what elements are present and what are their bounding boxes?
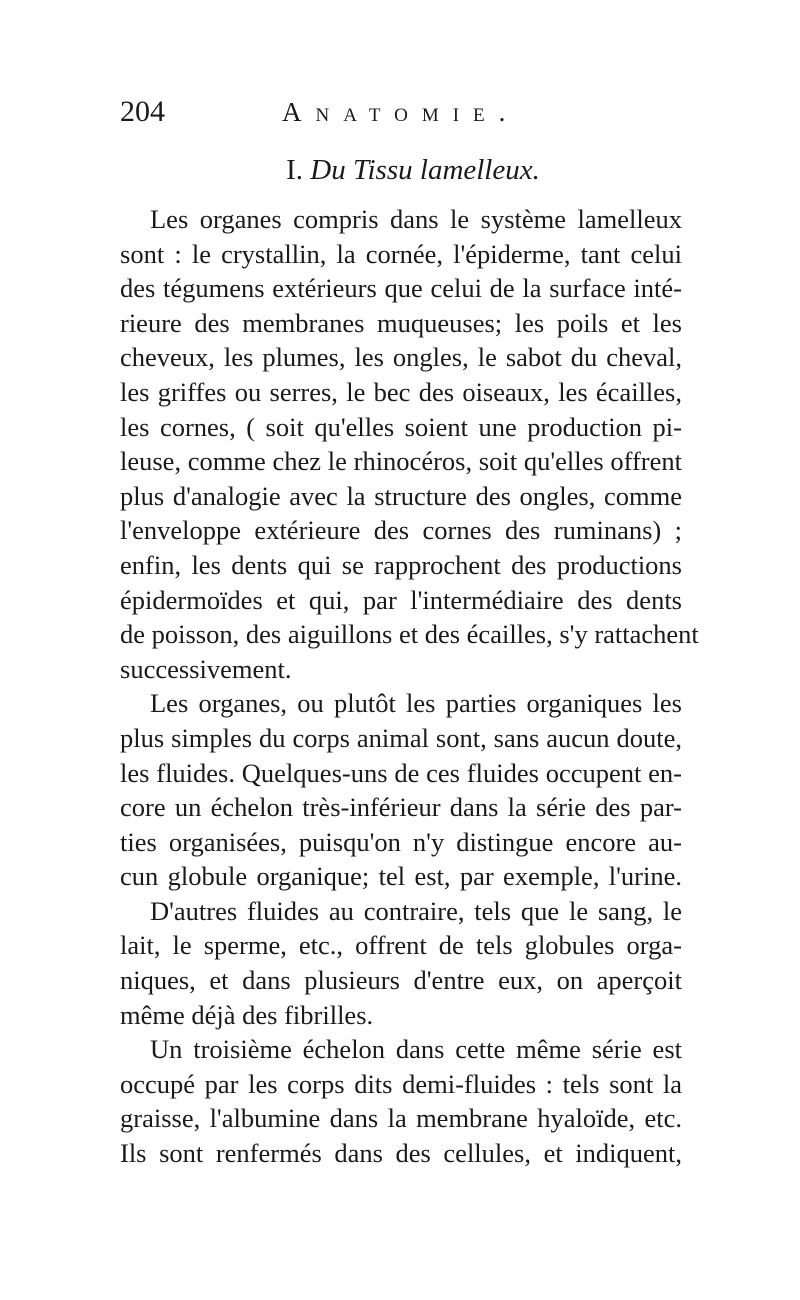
- text-line: Un troisième échelon dans cette même série est: [150, 1034, 682, 1065]
- text-line: lait, le sperme, etc., offrent de tels globules orga-: [120, 930, 682, 961]
- text-line: plus d'analogie avec la structure des ongles, comme: [120, 480, 682, 511]
- text-line: Ils sont renfermés dans des cellules, et indiquent,: [120, 1138, 682, 1169]
- text-line: niques, et dans plusieurs d'entre eux, on aperçoit: [120, 965, 682, 996]
- text-line: de poisson, des aiguillons et des écailles, s'y rattachent: [120, 619, 699, 650]
- text-line: rieure des membranes muqueuses; les poils et les: [120, 307, 682, 338]
- text-line: Les organes, ou plutôt les parties organiques les: [150, 688, 682, 719]
- text-line: D'autres fluides au contraire, tels que le sang, le: [150, 895, 682, 926]
- text-line: core un échelon très-inférieur dans la série des par-: [120, 792, 682, 823]
- text-line: occupé par les corps dits demi-fluides : tels sont la: [120, 1068, 682, 1099]
- running-title: Anatomie.: [282, 97, 520, 127]
- text-line: même déjà des fibrilles.: [120, 999, 374, 1030]
- text-line: enfin, les dents qui se rapprochent des productions: [120, 549, 682, 580]
- body-text: [120, 202, 699, 1171]
- text-line: épidermoïdes et qui, par l'intermédiaire des dents: [120, 584, 682, 615]
- text-line: l'enveloppe extérieure des cornes des ruminans) ;: [120, 515, 682, 546]
- text-line: Les organes compris dans le système lamelleux: [150, 204, 682, 234]
- running-head: [120, 92, 680, 132]
- text-line: cun globule organique; tel est, par exemple, l'urine.: [120, 861, 682, 892]
- section-heading: [0, 150, 800, 190]
- text-line: sont : le crystallin, la cornée, l'épiderme, tant celui: [120, 238, 682, 269]
- section-title: Du Tissu lamelleux.: [310, 154, 540, 186]
- page-number: 204: [120, 95, 165, 128]
- text-line: graisse, l'albumine dans la membrane hyaloïde, etc.: [120, 1103, 682, 1134]
- text-line: les cornes, ( soit qu'elles soient une production pi-: [120, 411, 682, 442]
- text-line: les griffes ou serres, le bec des oiseaux, les écailles,: [120, 376, 682, 407]
- text-line: des tégumens extérieurs que celui de la surface inté-: [120, 273, 682, 304]
- text-line: plus simples du corps animal sont, sans aucun doute,: [120, 722, 682, 753]
- text-line: les fluides. Quelques-uns de ces fluides occupent en-: [120, 757, 682, 788]
- text-line: ties organisées, puisqu'on n'y distingue encore au-: [120, 826, 682, 857]
- text-line: successivement.: [120, 653, 292, 684]
- text-line: cheveux, les plumes, les ongles, le sabot du cheval,: [120, 342, 682, 373]
- section-number: I.: [286, 154, 304, 186]
- text-line: leuse, comme chez le rhinocéros, soit qu'elles offrent: [120, 446, 682, 477]
